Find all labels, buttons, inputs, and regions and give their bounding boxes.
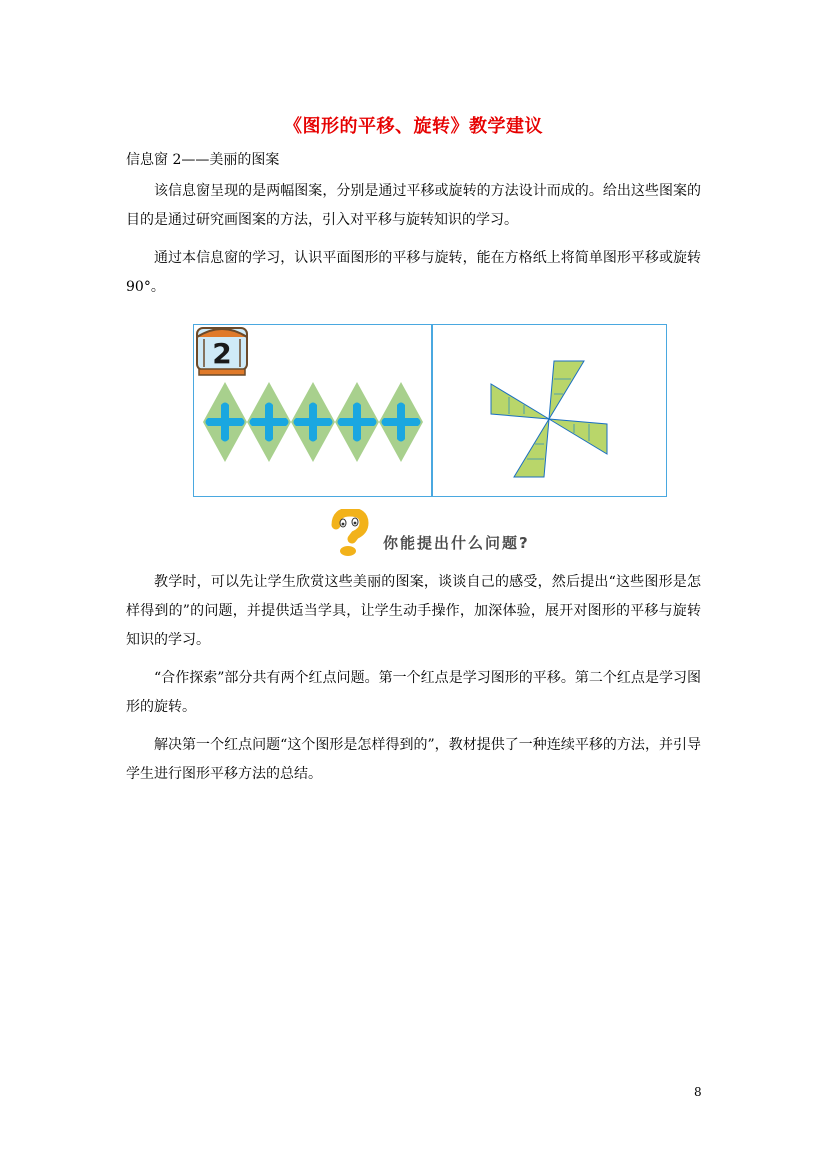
paragraph-4: “合作探索”部分共有两个红点问题。第一个红点是学习图形的平移。第二个红点是学习图形的旋转。 bbox=[126, 670, 701, 715]
pinwheel-blade bbox=[549, 361, 584, 419]
question-mark-icon bbox=[328, 509, 388, 557]
paragraph-3: 教学时，可以先让学生欣赏这些美丽的图案，谈谈自己的感受，然后提出“这些图形是怎样得到的”的问题，并提供适当学具，让学生动手操作，加深体验，展开对图形的平移与旋转知识的学习。 bbox=[126, 574, 701, 648]
translation-pattern bbox=[203, 382, 423, 462]
paragraph-subtitle: 信息窗 2——美丽的图案 bbox=[126, 152, 280, 168]
diamond-tile bbox=[335, 382, 379, 462]
paragraph-2: 通过本信息窗的学习，认识平面图形的平移与旋转，能在方格纸上将简单图形平移或旋转 90°。 bbox=[126, 250, 701, 295]
paragraph-1: 该信息窗呈现的是两幅图案，分别是通过平移或旋转的方法设计而成的。给出这些图案的目的是通过研究画图案的方法，引入对平移与旋转知识的学习。 bbox=[126, 183, 701, 228]
page-title: 《图形的平移、旋转》教学建议 bbox=[284, 116, 543, 137]
pinwheel-blade bbox=[514, 419, 549, 477]
figure-panel bbox=[193, 324, 667, 497]
figure-illustrations bbox=[194, 325, 668, 498]
question-prompt bbox=[328, 509, 578, 557]
window-badge-number: 2 bbox=[212, 337, 232, 370]
diamond-tile bbox=[379, 382, 423, 462]
rotation-pinwheel bbox=[491, 361, 607, 477]
diamond-tile bbox=[291, 382, 335, 462]
pinwheel-blade bbox=[491, 384, 549, 419]
window-badge-icon bbox=[197, 328, 247, 375]
pinwheel-blade bbox=[549, 419, 607, 454]
diamond-tile bbox=[203, 382, 247, 462]
diamond-tile bbox=[247, 382, 291, 462]
page-number: 8 bbox=[694, 1085, 702, 1099]
prompt-text: 你能提出什么问题? bbox=[383, 534, 530, 552]
paragraph-5: 解决第一个红点问题“这个图形是怎样得到的”，教材提供了一种连续平移的方法，并引导学生进行图形平移方法的总结。 bbox=[126, 737, 701, 782]
